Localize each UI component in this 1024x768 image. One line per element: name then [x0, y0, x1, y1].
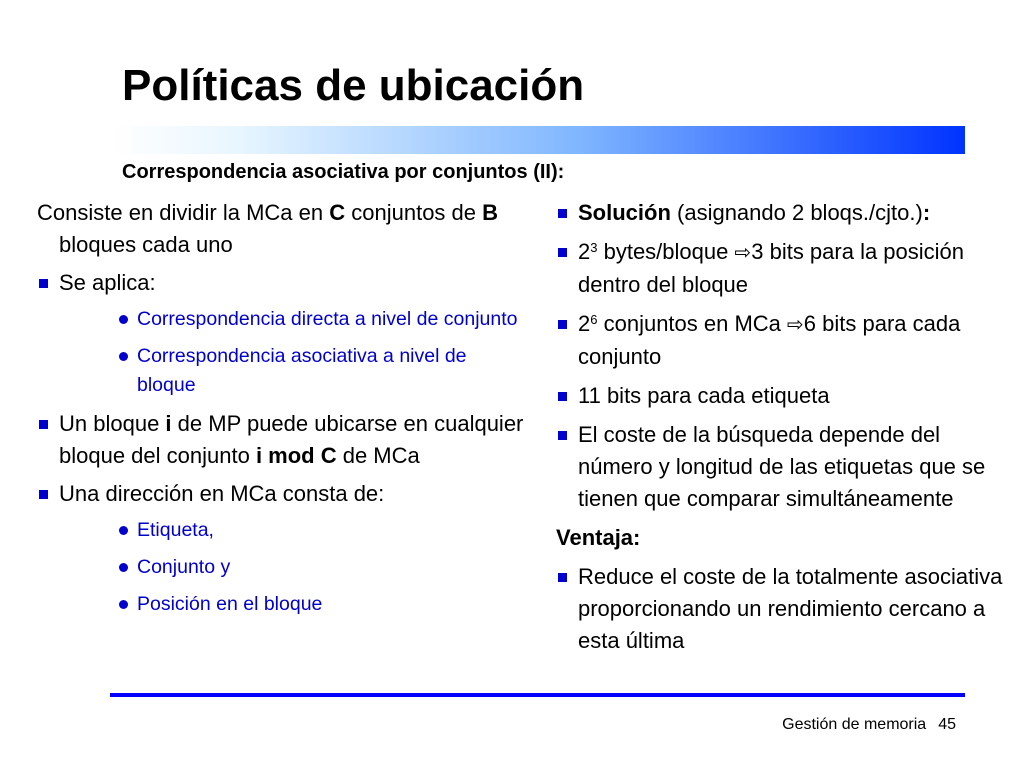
arrow-right-icon: ⇨	[787, 314, 804, 336]
sub-bullet: Posición en el bloque	[37, 590, 527, 619]
block-text-2: de MP puede ubicarse en cualquier bloque del conjunto	[59, 411, 524, 468]
footer-section: Gestión de memoria	[782, 716, 927, 733]
block-imod: i mod C	[255, 443, 337, 468]
sets-text: conjuntos en MCa	[597, 311, 788, 336]
bytes-exp: 3	[590, 240, 598, 255]
sets-result: 6 bits para cada conjunto	[578, 311, 961, 369]
bytes-base: 2	[578, 239, 591, 264]
sets-exp: 6	[590, 312, 598, 327]
sub-bullet: Correspondencia directa a nivel de conjunto	[37, 305, 527, 334]
slide-subtitle: Correspondencia asociativa por conjuntos (II):	[122, 161, 565, 183]
block-text-3: de MCa	[336, 443, 420, 468]
sub-bullet: Etiqueta,	[37, 516, 527, 545]
footer	[770, 716, 956, 734]
bytes-text: bytes/bloque	[597, 239, 735, 264]
address-sublist	[74, 516, 527, 619]
intro-c: C	[329, 200, 346, 225]
bullet-tag-bits: 11 bits para cada etiqueta	[556, 380, 1016, 412]
left-column	[37, 197, 527, 627]
bullet-cost: El coste de la búsqueda depende del número y longitud de las etiquetas que se tienen que comparar simultáneamente	[556, 419, 1016, 515]
solution-text: (asignando 2 bloqs./cjto.)	[670, 200, 923, 225]
block-i: i	[165, 411, 172, 436]
right-column	[556, 197, 1016, 664]
bullet-sets	[556, 308, 1016, 373]
applies-sublist	[74, 305, 527, 400]
advantage-label: Ventaja:	[556, 525, 641, 550]
solution-label: Solución	[578, 200, 671, 225]
intro-paragraph	[37, 197, 527, 261]
intro-b: B	[482, 200, 499, 225]
title-gradient-bar	[110, 126, 965, 154]
bullet-bytes	[556, 236, 1016, 301]
slide-title: Políticas de ubicación	[122, 61, 585, 110]
page-number: 45	[938, 716, 956, 733]
intro-text-1: Consiste en dividir la MCa en	[37, 200, 330, 225]
intro-text-3: bloques cada uno	[59, 232, 233, 257]
bullet-block	[37, 408, 527, 472]
sets-base: 2	[578, 311, 591, 336]
sub-bullet: Conjunto y	[37, 553, 527, 582]
bullet-address: Una dirección en MCa consta de:	[37, 478, 527, 510]
solution-colon: :	[922, 200, 931, 225]
block-text-1: Un bloque	[59, 411, 166, 436]
bytes-result: 3 bits para la posición dentro del bloque	[578, 239, 965, 297]
bullet-applies: Se aplica:	[37, 267, 527, 299]
footer-rule	[110, 693, 965, 697]
bullet-advantage: Reduce el coste de la totalmente asociativa proporcionando un rendimiento cercano a esta última	[556, 561, 1016, 657]
intro-text-2: conjuntos de	[345, 200, 483, 225]
sub-bullet: Correspondencia asociativa a nivel de bloque	[37, 342, 527, 400]
bullet-solution	[556, 197, 1016, 229]
arrow-right-icon: ⇨	[734, 242, 752, 264]
